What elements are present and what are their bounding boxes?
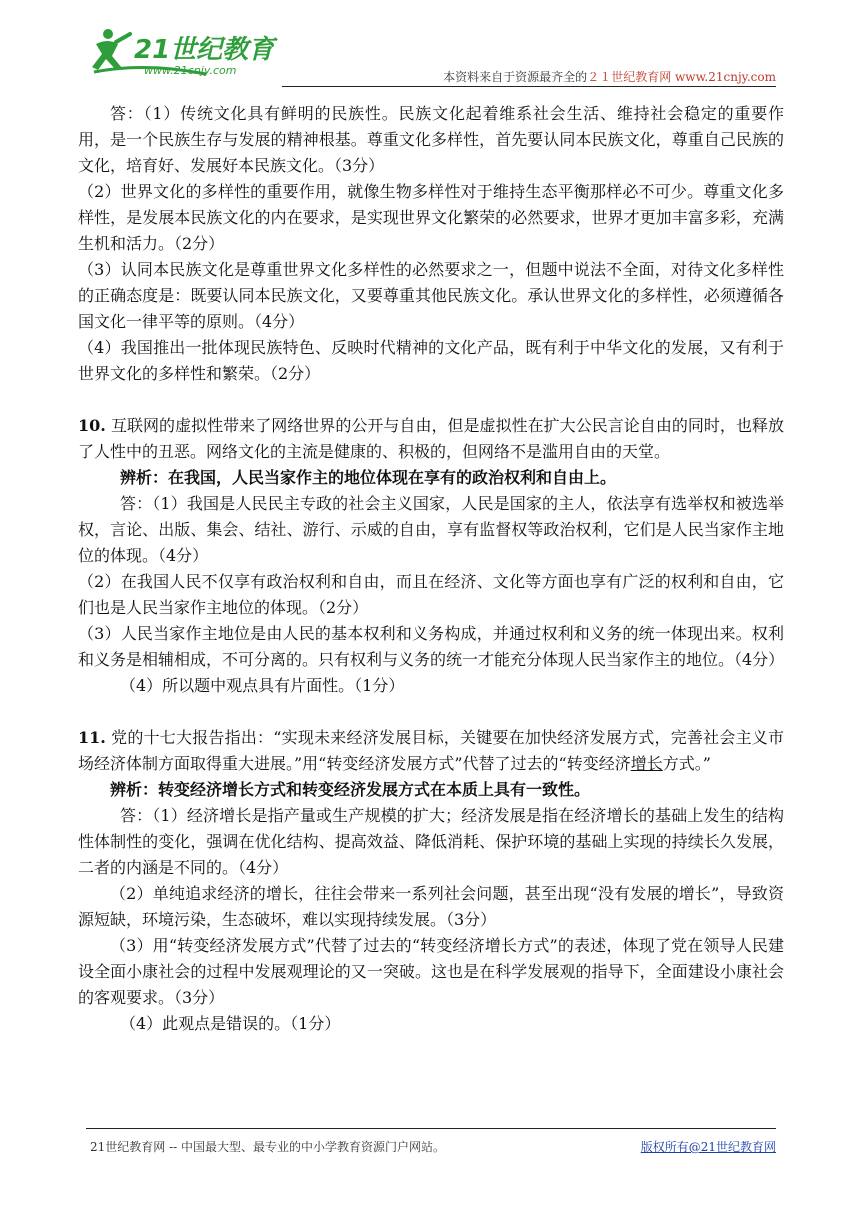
q9-answer-2: （2）世界文化的多样性的重要作用，就像生物多样性对于维持生态平衡那样必不可少。尊重文化多样性，是发展本民族文化的内在要求，是实现世界文化繁荣的必然要求，世界才更加丰富多彩，充满生机和活力。（2分）	[78, 182, 784, 253]
q11-claim: 辨析：转变经济增长方式和转变经济发展方式在本质上具有一致性。	[110, 780, 591, 799]
q9-answer-3: （3）认同本民族文化是尊重世界文化多样性的必然要求之一，但题中说法不全面，对待文化多样性的正确态度是：既要认同本民族文化，又要尊重其他民族文化。承认世界文化的多样性，必须遵循各国文化一律平等的原则。（4分）	[78, 260, 784, 331]
header-note-prefix: 本资料来自于资源最齐全的	[443, 70, 588, 84]
q10-stem-text: 互联网的虚拟性带来了网络世界的公开与自由，但是虚拟性在扩大公民言论自由的同时，也释放了人性中的丑恶。网络文化的主流是健康的、积极的，但网络不是滥用自由的天堂。	[78, 416, 784, 461]
page-footer	[86, 1128, 776, 1154]
q11-stem-part1: 党的十七大报告指出：“实现未来经济发展目标，关键要在加快经济发展方式，完善社会主义市场经济体制方面取得重大进展。”用“转变经济发展方式”代替了过去的“转变经济	[78, 728, 785, 773]
q11-number: 11.	[78, 728, 106, 747]
q11-answer-2: （2）单纯追求经济的增长，往往会带来一系列社会问题，甚至出现“没有发展的增长”，导致资源短缺，环境污染，生态破坏，难以实现持续发展。（3分）	[78, 884, 784, 929]
q10-number: 10.	[78, 416, 106, 435]
logo-url: www.21cnjy.com	[144, 64, 237, 77]
logo-21cnjy	[86, 22, 286, 82]
header-note-brand: ２１世纪教育网	[587, 70, 672, 84]
q9-answer-1: 答：（1）传统文化具有鲜明的民族性。民族文化起着维系社会生活、维持社会稳定的重要作用，是一个民族生存与发展的精神根基。尊重文化多样性，首先要认同本民族文化，尊重自己民族的文化，培育好、发展好本民族文化。（3分）	[78, 104, 784, 175]
page-header	[86, 22, 776, 86]
q11-stem-part2: 方式。”	[662, 754, 711, 773]
q11-answer-1: 答：（1）经济增长是指产量或生产规模的扩大；经济发展是指在经济增长的基础上发生的结构性体制性的变化，强调在优化结构、提高效益、降低消耗、保护环境的基础上实现的持续长久发展，二者的内涵是不同的。（4分）	[78, 806, 784, 877]
footer-divider	[86, 1128, 776, 1129]
q10-claim: 辨析：在我国，人民当家作主的地位体现在享有的政治权利和自由上。	[120, 468, 617, 487]
logo-text: 21世纪教育	[134, 35, 275, 65]
footer-copyright-link[interactable]: 版权所有@21世纪教育网	[640, 1140, 776, 1154]
q11-stem-underlined: 增长	[630, 754, 663, 773]
q9-answer-4: （4）我国推出一批体现民族特色、反映时代精神的文化产品，既有利于中华文化的发展，又有利于世界文化的多样性和繁荣。（2分）	[78, 338, 784, 383]
q10-answer-4: （4）所以题中观点具有片面性。（1分）	[120, 676, 405, 695]
q11-answer-4: （4）此观点是错误的。（1分）	[120, 1014, 341, 1033]
q10-answer-2: （2）在我国人民不仅享有政治权利和自由，而且在经济、文化等方面也享有广泛的权利和自由，它们也是人民当家作主地位的体现。（2分）	[78, 572, 784, 617]
header-note	[443, 68, 776, 85]
header-divider	[282, 86, 776, 87]
header-note-url[interactable]: www.21cnjy.com	[675, 70, 776, 84]
q10-answer-3: （3）人民当家作主地位是由人民的基本权利和义务构成，并通过权利和义务的统一体现出来。权利和义务是相辅相成，不可分离的。只有权利与义务的统一才能充分体现人民当家作主的地位。（4分）	[78, 624, 785, 669]
document-body	[78, 101, 784, 1037]
q11-answer-3: （3）用“转变经济发展方式”代替了过去的“转变经济增长方式”的表述，体现了党在领导人民建设全面小康社会的过程中发展观理论的又一突破。这也是在科学发展观的指导下，全面建设小康社会的客观要求。（3分）	[78, 936, 784, 1007]
q10-stem	[78, 413, 784, 465]
footer-text: 21世纪教育网 -- 中国最大型、最专业的中小学教育资源门户网站。	[90, 1140, 446, 1154]
q10-answer-1: 答：（1）我国是人民民主专政的社会主义国家，人民是国家的主人，依法享有选举权和被选举权，言论、出版、集会、结社、游行、示威的自由，享有监督权等政治权利，它们是人民当家作主地位的体现。（4分）	[78, 494, 784, 565]
q11-stem	[78, 725, 784, 777]
